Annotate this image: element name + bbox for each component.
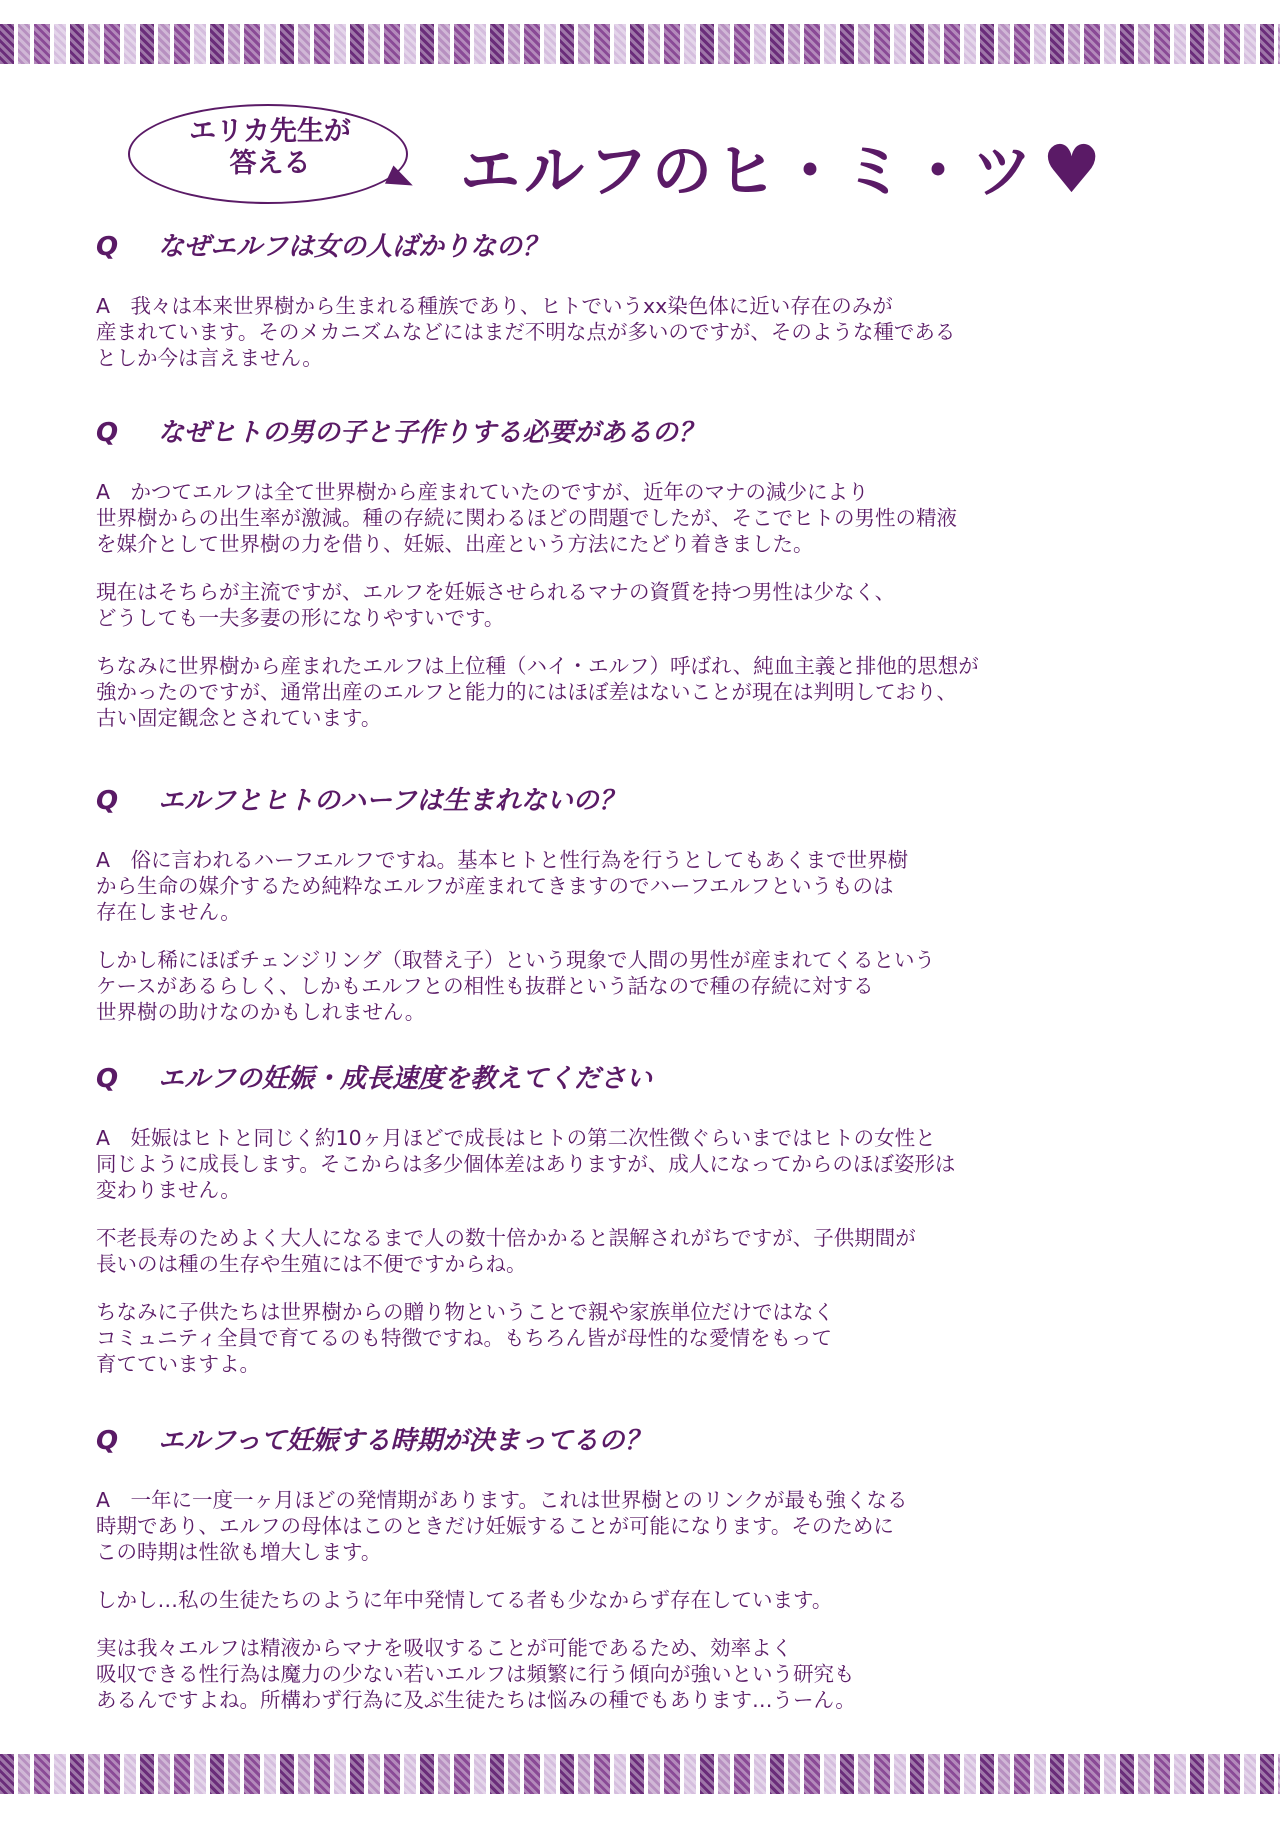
speech-bubble-text: エリカ先生が 答える <box>189 116 351 179</box>
q-label: Q <box>96 232 119 262</box>
question-heading <box>96 1058 1176 1095</box>
qa-block-4 <box>96 1058 1176 1377</box>
question-text: なぜエルフは女の人ばかりなの？ <box>158 232 549 262</box>
answer-paragraph: ちなみに子供たちは世界樹からの贈り物ということで親や家族単位だけではなく コミュニティ全員で育てるのも特徴ですね。もちろん皆が母性的な愛情をもって 育てていますよ。 <box>96 1300 834 1376</box>
question-text: エルフって妊娠する時期が決まってるの？ <box>158 1426 651 1456</box>
q-label: Q <box>96 1064 119 1094</box>
question-text: エルフとヒトのハーフは生まれないの？ <box>158 786 625 816</box>
top-decorative-border <box>0 24 1280 64</box>
question-heading <box>96 412 1176 449</box>
answer-paragraph: しかし…私の生徒たちのように年中発情してる者も少なからず存在しています。 <box>96 1588 833 1612</box>
answer-paragraph: A かつてエルフは全て世界樹から産まれていたのですが、近年のマナの減少により 世界樹からの出生率が激減。種の存続に関わるほどの問題でしたが、そこでヒトの男性の精液 を媒介として世界樹の力を借り、妊娠、出産という方法にたどり着きました。 <box>96 480 957 556</box>
qa-block-1 <box>96 226 1176 371</box>
answer-paragraph: A 一年に一度一ヶ月ほどの発情期があります。これは世界樹とのリンクが最も強くなる 時期であり、エルフの母体はこのときだけ妊娠することが可能になります。そのために この時期は性欲も増大します。 <box>96 1488 908 1564</box>
bottom-decorative-border <box>0 1754 1280 1794</box>
question-heading <box>96 1420 1176 1457</box>
answer-paragraph: 実は我々エルフは精液からマナを吸収することが可能であるため、効率よく 吸収できる性行為は魔力の少ない若いエルフは頻繁に行う傾向が強いという研究も あるんですよね。所構わず行為に及ぶ生徒たちは悩みの種でもあります…うーん。 <box>96 1636 856 1712</box>
page-title <box>460 124 1105 210</box>
q-label: Q <box>96 1426 119 1456</box>
question-text: エルフの妊娠・成長速度を教えてください <box>158 1064 653 1094</box>
heart-icon: ♥ <box>1042 131 1106 208</box>
answer-paragraph: 現在はそちらが主流ですが、エルフを妊娠させられるマナの資質を持つ男性は少なく、 どうしても一夫多妻の形になりやすいです。 <box>96 580 896 630</box>
qa-block-3 <box>96 780 1176 1025</box>
q-label: Q <box>96 786 119 816</box>
answer-paragraph: しかし稀にほぼチェンジリング（取替え子）という現象で人間の男性が産まれてくるという ケースがあるらしく、しかもエルフとの相性も抜群という話なので種の存続に対する 世界樹の助けなのかもしれません。 <box>96 948 935 1024</box>
page-header <box>120 98 1120 218</box>
answer-paragraph: A 妊娠はヒトと同じく約10ヶ月ほどで成長はヒトの第二次性徴ぐらいまではヒトの女性と 同じように成長します。そこからは多少個体差はありますが、成人になってからのほぼ姿形は 変わりません。 <box>96 1126 956 1202</box>
qa-block-2 <box>96 412 1176 731</box>
answer-paragraph: ちなみに世界樹から産まれたエルフは上位種（ハイ・エルフ）呼ばれ、純血主義と排他的思想が 強かったのですが、通常出産のエルフと能力的にはほぼ差はないことが現在は判明しており、 古い固定観念とされています。 <box>96 654 979 730</box>
answer-paragraph: 不老長寿のためよく大人になるまで人の数十倍かかると誤解されがちですが、子供期間が 長いのは種の生存や生殖には不便ですからね。 <box>96 1226 916 1276</box>
answer-paragraph: A 俗に言われるハーフエルフですね。基本ヒトと性行為を行うとしてもあくまで世界樹 から生命の媒介するため純粋なエルフが産まれてきますのでハーフエルフというものは 存在しません。 <box>96 848 909 924</box>
question-heading <box>96 780 1176 817</box>
qa-block-5 <box>96 1420 1176 1713</box>
question-text: なぜヒトの男の子と子作りする必要があるの？ <box>158 418 705 448</box>
page-title-text: エルフのヒ・ミ・ツ <box>460 137 1036 207</box>
q-label: Q <box>96 418 119 448</box>
answer-paragraph: A 我々は本来世界樹から生まれる種族であり、ヒトでいうxx染色体に近い存在のみが 産まれています。そのメカニズムなどにはまだ不明な点が多いのですが、そのような種である としか今は言えません。 <box>96 294 956 370</box>
question-heading <box>96 226 1176 263</box>
